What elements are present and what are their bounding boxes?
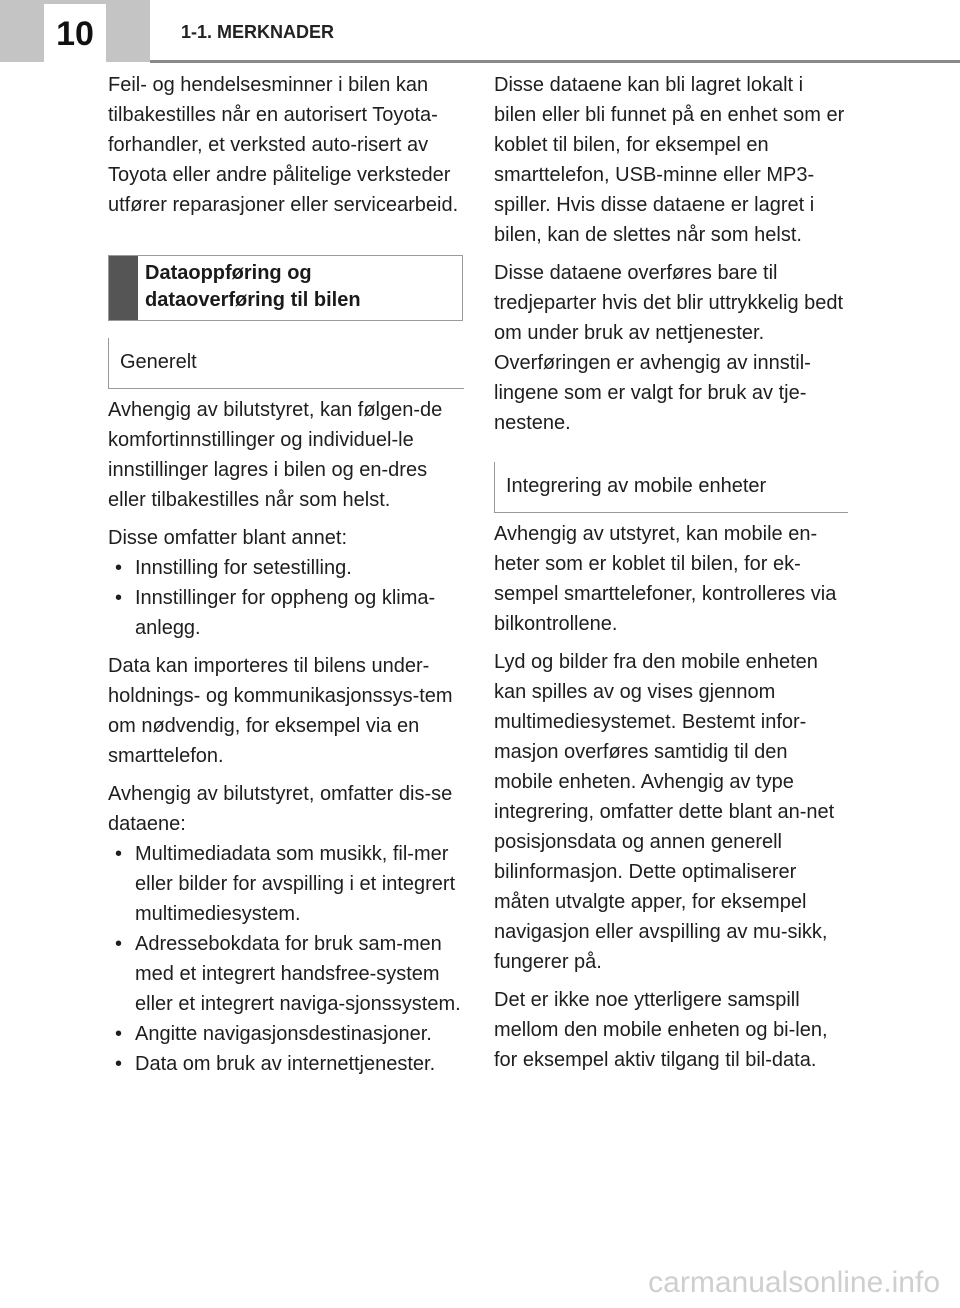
page-number: 10 xyxy=(44,4,106,64)
list-item: • Adressebokdata for bruk sam-men med et integrert handsfree-system eller et integrert naviga-sjonssystem. xyxy=(108,929,468,1019)
feature-heading-line2: dataoverføring til bilen xyxy=(145,289,361,311)
page-header xyxy=(0,0,960,70)
section-title: 1-1. MERKNADER xyxy=(181,22,335,42)
right-column xyxy=(494,70,846,1083)
feature-heading-bar xyxy=(109,256,138,320)
bullet-list xyxy=(108,553,468,643)
header-rule xyxy=(150,60,960,63)
paragraph: Data kan importeres til bilens under-holdnings- og kommunikasjonssys-tem om nødvendig, for eksempel via en smarttelefon. xyxy=(108,655,453,767)
paragraph: Avhengig av bilutstyret, omfatter dis-se dataene: xyxy=(108,783,453,835)
bullet-list xyxy=(108,839,468,1079)
list-item: • Angitte navigasjonsdestinasjoner. xyxy=(108,1019,468,1049)
feature-heading xyxy=(145,260,361,314)
paragraph: Disse dataene overføres bare til tredjeparter hvis det blir uttrykkelig bedt om under bruk av nettjenester. Overføringen er avhengig av innstil-lingene som er valgt for bruk av tje-nestene. xyxy=(494,262,844,434)
paragraph: Disse dataene kan bli lagret lokalt i bilen eller bli funnet på en enhet som er koblet til bilen, for eksempel en smarttelefon, USB-minne eller MP3-spiller. Hvis disse dataene er lagret i bilen, kan de slettes når som helst. xyxy=(494,74,845,246)
paragraph: Disse omfatter blant annet: xyxy=(108,527,348,549)
paragraph: Avhengig av bilutstyret, kan følgen-de komfortinnstillinger og individuel-le innstillinger lagres i bilen og en-dres eller tilbakestilles når som helst. xyxy=(108,399,443,511)
list-item: • Data om bruk av internettjenester. xyxy=(108,1049,468,1079)
page-number-tab xyxy=(0,0,150,62)
subheading-mobile-integration: Integrering av mobile enheter xyxy=(494,462,848,513)
paragraph: Avhengig av utstyret, kan mobile en-heter som er koblet til bilen, for ek-sempel smarttelefoner, kontrolleres via bilkontrollene. xyxy=(494,523,837,635)
list-item: • Multimediadata som musikk, fil-mer eller bilder for avspilling i et integrert multimediesystem. xyxy=(108,839,468,929)
feature-heading-box xyxy=(108,255,463,321)
paragraph: Lyd og bilder fra den mobile enheten kan spilles av og vises gjennom multimediesystemet. Bestemt infor-masjon overføres samtidig til den mobile enheten. Avhengig av type integrering, omfatter dette blant an-net posisjonsdata og annen generell bilinformasjon. Dette optimaliserer måten utvalgte apper, for eksempel navigasjon eller avspilling av mu-sikk, fungerer på. xyxy=(494,651,835,973)
paragraph: Det er ikke noe ytterligere samspill mellom den mobile enheten og bi-len, for eksempel aktiv tilgang til bil-data. xyxy=(494,989,828,1071)
left-column xyxy=(108,70,468,1087)
subheading-general: Generelt xyxy=(108,338,464,389)
watermark: carmanualsonline.info xyxy=(648,1266,940,1299)
intro-paragraph: Feil- og hendelsesminner i bilen kan tilbakestilles når en autorisert Toyota-forhandler, et verksted auto-risert av Toyota eller andre pålitelige verksteder utfører reparasjoner eller servicearbeid. xyxy=(108,74,459,216)
list-item: • Innstillinger for oppheng og klima-anlegg. xyxy=(108,583,468,643)
list-item: • Innstilling for setestilling. xyxy=(108,553,468,583)
feature-heading-line1: Dataoppføring og xyxy=(145,262,312,284)
